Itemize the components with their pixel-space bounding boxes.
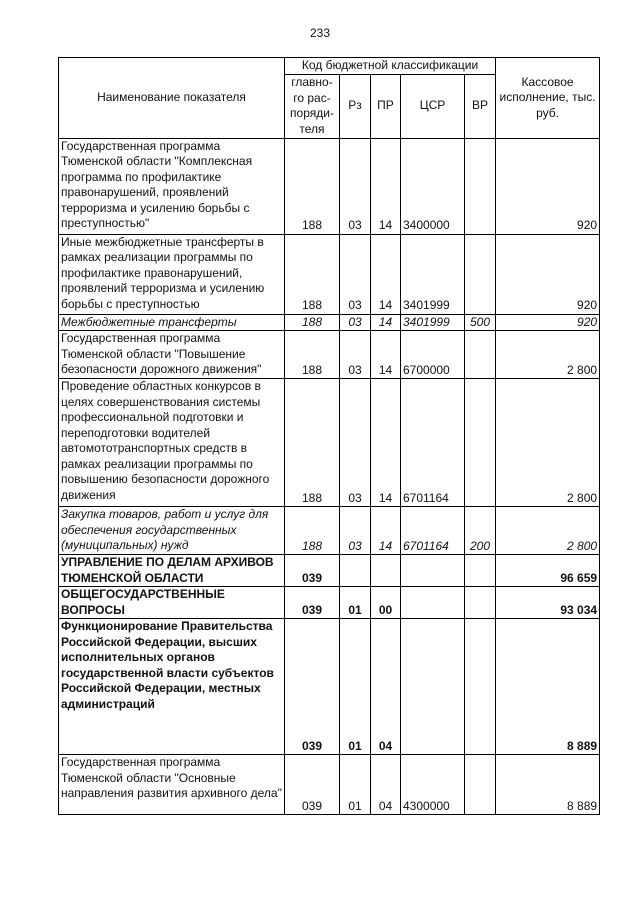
row-grbs: 039 bbox=[285, 587, 340, 619]
row-csr bbox=[401, 555, 465, 587]
header-pr: ПР bbox=[371, 74, 401, 138]
row-name: ОБЩЕГОСУДАРСТВЕННЫЕ ВОПРОСЫ bbox=[59, 587, 285, 619]
row-amount: 8 889 bbox=[496, 619, 600, 755]
page-number: 233 bbox=[309, 26, 331, 40]
row-grbs: 188 bbox=[285, 138, 340, 234]
row-csr bbox=[401, 587, 465, 619]
row-rz: 03 bbox=[340, 138, 371, 234]
row-amount: 8 889 bbox=[496, 755, 600, 815]
row-vr bbox=[465, 331, 496, 379]
row-grbs: 188 bbox=[285, 314, 340, 331]
row-name: Функционирование Правительства Российской Федерации, высших исполнительных органов государственной власти субъектов Российской Федерации, местных администраций bbox=[59, 619, 285, 755]
row-name: Государственная программа Тюменской области "Повышение безопасности дорожного движения" bbox=[59, 331, 285, 379]
row-vr bbox=[465, 379, 496, 507]
row-csr bbox=[401, 619, 465, 755]
row-amount: 96 659 bbox=[496, 555, 600, 587]
table-row bbox=[59, 379, 600, 507]
row-rz: 01 bbox=[340, 619, 371, 755]
row-grbs: 039 bbox=[285, 555, 340, 587]
row-pr bbox=[371, 555, 401, 587]
row-grbs: 188 bbox=[285, 234, 340, 314]
row-name: Межбюджетные трансферты bbox=[59, 314, 285, 331]
row-vr bbox=[465, 619, 496, 755]
table-body bbox=[59, 138, 600, 815]
row-amount: 920 bbox=[496, 314, 600, 331]
row-rz: 03 bbox=[340, 379, 371, 507]
row-grbs: 188 bbox=[285, 507, 340, 555]
row-csr: 6700000 bbox=[401, 331, 465, 379]
row-name: Закупка товаров, работ и услуг для обеспечения государственных (муниципальных) нужд bbox=[59, 507, 285, 555]
row-name: Иные межбюджетные трансферты в рамках реализации программы по профилактике правонарушений, проявлений терроризма и усилению борьбы с преступностью bbox=[59, 234, 285, 314]
row-pr: 04 bbox=[371, 619, 401, 755]
row-rz: 01 bbox=[340, 587, 371, 619]
row-amount: 2 800 bbox=[496, 507, 600, 555]
table-row bbox=[59, 507, 600, 555]
row-rz: 03 bbox=[340, 507, 371, 555]
row-grbs: 039 bbox=[285, 619, 340, 755]
table-row bbox=[59, 234, 600, 314]
row-vr bbox=[465, 587, 496, 619]
table-row bbox=[59, 138, 600, 234]
row-amount: 920 bbox=[496, 138, 600, 234]
row-vr: 200 bbox=[465, 507, 496, 555]
header-grbs: главно-го рас-поряди-теля bbox=[285, 74, 340, 138]
row-name: Государственная программа Тюменской области "Основные направления развития архивного дела" bbox=[59, 755, 285, 815]
row-rz bbox=[340, 555, 371, 587]
header-code-group: Код бюджетной классификации bbox=[285, 58, 496, 75]
row-vr bbox=[465, 555, 496, 587]
table-row bbox=[59, 587, 600, 619]
row-grbs: 039 bbox=[285, 755, 340, 815]
row-rz: 03 bbox=[340, 314, 371, 331]
header-amount: Кассовое исполнение, тыс. руб. bbox=[496, 58, 600, 139]
table-row bbox=[59, 755, 600, 815]
row-pr: 04 bbox=[371, 755, 401, 815]
row-csr: 3401999 bbox=[401, 234, 465, 314]
row-csr: 6701164 bbox=[401, 507, 465, 555]
row-pr: 14 bbox=[371, 138, 401, 234]
row-pr: 14 bbox=[371, 314, 401, 331]
header-vr: ВР bbox=[465, 74, 496, 138]
row-pr: 14 bbox=[371, 507, 401, 555]
row-name: Государственная программа Тюменской области "Комплексная программа по профилактике правонарушений, проявлений терроризма и усилению борьбы с преступностью" bbox=[59, 138, 285, 234]
row-grbs: 188 bbox=[285, 331, 340, 379]
header-name: Наименование показателя bbox=[59, 58, 285, 139]
row-amount: 2 800 bbox=[496, 331, 600, 379]
row-csr: 3401999 bbox=[401, 314, 465, 331]
row-csr: 6701164 bbox=[401, 379, 465, 507]
table-row bbox=[59, 555, 600, 587]
budget-table bbox=[58, 57, 600, 815]
table-row bbox=[59, 314, 600, 331]
row-pr: 14 bbox=[371, 331, 401, 379]
row-name: Проведение областных конкурсов в целях совершенствования системы профессиональной подготовки и переподготовки водителей автомототранспортных средств в рамках реализации программы по повышению безопасности дорожного движения bbox=[59, 379, 285, 507]
row-vr bbox=[465, 755, 496, 815]
row-amount: 920 bbox=[496, 234, 600, 314]
row-csr: 3400000 bbox=[401, 138, 465, 234]
header-csr: ЦСР bbox=[401, 74, 465, 138]
row-vr: 500 bbox=[465, 314, 496, 331]
row-rz: 03 bbox=[340, 234, 371, 314]
row-vr bbox=[465, 138, 496, 234]
row-name: УПРАВЛЕНИЕ ПО ДЕЛАМ АРХИВОВ ТЮМЕНСКОЙ ОБЛАСТИ bbox=[59, 555, 285, 587]
row-rz: 03 bbox=[340, 331, 371, 379]
row-pr: 14 bbox=[371, 379, 401, 507]
row-vr bbox=[465, 234, 496, 314]
table-row bbox=[59, 331, 600, 379]
row-amount: 93 034 bbox=[496, 587, 600, 619]
row-pr: 00 bbox=[371, 587, 401, 619]
row-rz: 01 bbox=[340, 755, 371, 815]
row-pr: 14 bbox=[371, 234, 401, 314]
row-grbs: 188 bbox=[285, 379, 340, 507]
header-rz: Рз bbox=[340, 74, 371, 138]
row-csr: 4300000 bbox=[401, 755, 465, 815]
table-row bbox=[59, 619, 600, 755]
row-amount: 2 800 bbox=[496, 379, 600, 507]
